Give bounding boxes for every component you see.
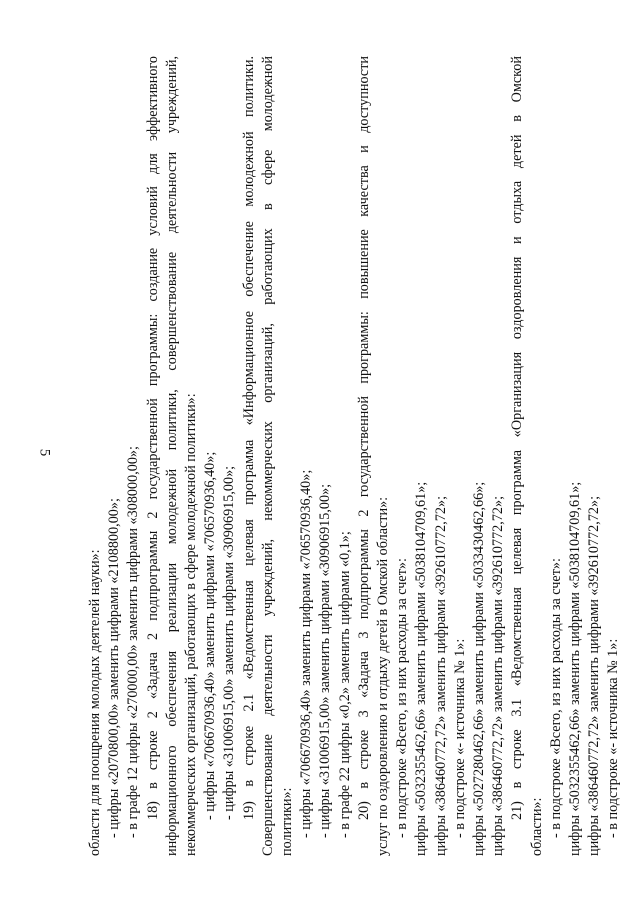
text-line: - цифры «31006915,00» заменить цифрами «30906915,00»; xyxy=(221,465,238,820)
text-line: Совершенствование деятельности учреждений, некоммерческих организаций, работающих в сфере молодежной xyxy=(259,56,276,856)
text-line: 18) в строке 2 «Задача 2 подпрограммы 2 государственной программы: создание условий для эффективного xyxy=(144,56,161,820)
text-line: - в подстроке «Всего, из них расходы за счет»: xyxy=(547,558,564,838)
text-line: - цифры «31006915,00» заменить цифрами «30906915,00»; xyxy=(317,483,334,838)
text-line: - цифры «2070800,00» заменить цифрами «2108800,00»; xyxy=(106,498,123,838)
text-line: цифры «386460772,72» заменить цифрами «392610772,72»; xyxy=(432,495,449,856)
text-line: некоммерческих организаций, работающих в сфере молодежной политики»: xyxy=(183,393,200,856)
text-line: - цифры «706670936,40» заменить цифрами «706570936,40»; xyxy=(202,451,219,820)
text-line: 19) в строке 2.1 «Ведомственная целевая программа «Информационное обеспечение молодежной политики. xyxy=(240,56,257,820)
text-line: - в графе 12 цифры «270000,00» заменить цифрами «308000,00»; xyxy=(125,446,142,838)
text-line: услуг по оздоровлению и отдыху детей в Омской области»: xyxy=(375,496,392,856)
text-line: - в подстроке «Всего, из них расходы за счет»: xyxy=(394,558,411,838)
text-line: цифры «5027280462,66» заменить цифрами «5033430462,66»; xyxy=(471,481,488,856)
text-line: - в подстроке «- источника № 1»: xyxy=(605,638,622,838)
page-number: 5 xyxy=(36,448,53,457)
text-line: 20) в строке 3 «Задача 3 подпрограммы 2 государственной программы: повышение качества и доступности xyxy=(355,56,372,820)
text-line: цифры «386460772,72» заменить цифрами «392610772,72»; xyxy=(490,495,507,856)
text-line: политики»: xyxy=(279,787,296,856)
text-line: - в графе 22 цифры «0,2» заменить цифрами «0,1»; xyxy=(336,531,353,838)
text-line: области для поощрения молодых деятелей науки»: xyxy=(87,549,103,856)
document-body xyxy=(86,56,624,856)
text-line: области»: xyxy=(528,797,545,856)
text-line: цифры «386460772,72» заменить цифрами «392610772,72»; xyxy=(586,495,603,856)
text-line: цифры «5032355462,66» заменить цифрами «5038104709,61»; xyxy=(567,481,584,856)
text-line: информационного обеспечения реализации молодежной политики, совершенствование деятельности учреждений, xyxy=(163,56,180,856)
text-line: цифры «5032355462,66» заменить цифрами «5038104709,61»; xyxy=(413,481,430,856)
text-line: 21) в строке 3.1 «Ведомственная целевая программа «Организация оздоровления и отдыха детей в Омской xyxy=(509,56,526,820)
text-line: - цифры «706670936,40» заменить цифрами «706570936,40»; xyxy=(298,469,315,838)
text-line: - в подстроке «- источника № 1»: xyxy=(451,638,468,838)
